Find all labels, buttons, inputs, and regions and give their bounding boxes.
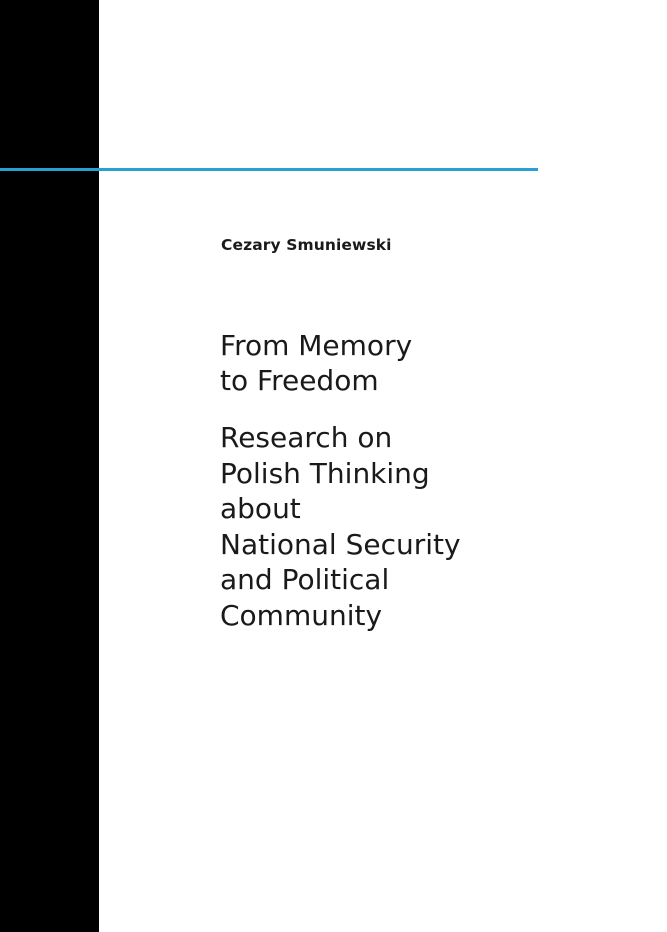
title-line: From Memory bbox=[220, 329, 413, 362]
subtitle-line: National Security bbox=[220, 527, 461, 561]
book-title bbox=[220, 328, 412, 398]
author-name: Cezary Smuniewski bbox=[221, 236, 392, 254]
subtitle-line: and Political bbox=[220, 563, 390, 596]
subtitle-line: about bbox=[220, 492, 301, 525]
subtitle-line: Research on bbox=[220, 421, 393, 454]
black-spine-bar bbox=[0, 0, 99, 932]
subtitle-line: Polish Thinking bbox=[220, 456, 430, 490]
subtitle-line: Community bbox=[220, 598, 383, 632]
title-line: to Freedom bbox=[220, 364, 379, 397]
book-subtitle bbox=[220, 420, 461, 633]
accent-rule bbox=[0, 168, 538, 171]
